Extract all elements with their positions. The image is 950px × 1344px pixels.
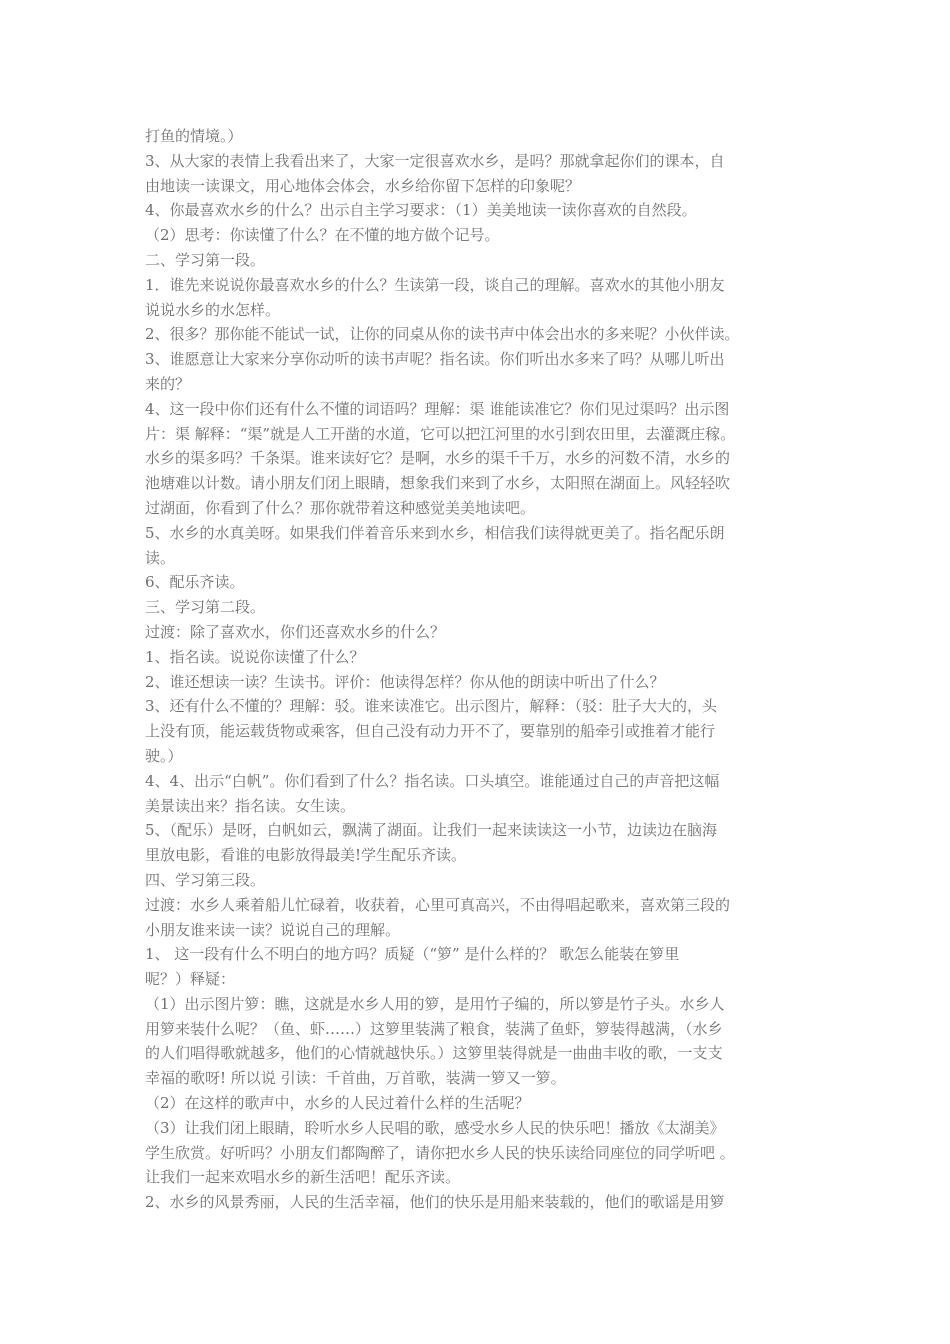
text-line: 的人们唱得歌就越多，他们的心情就越快乐。）这箩里装得就是一曲曲丰收的歌，一支支 (145, 1044, 723, 1063)
text-line: 用箩来装什么呢？（鱼、虾……）这箩里装满了粮食，装满了鱼虾，箩装得越满，（水乡 (145, 1019, 723, 1038)
text-line: 说说水乡的水怎样。 (145, 300, 281, 319)
text-line: 读。 (145, 548, 176, 567)
text-line: （2）思考：你读懂了什么？在不懂的地方做个记号。 (145, 226, 500, 245)
text-line: （3）让我们闭上眼睛，聆听水乡人民唱的歌，感受水乡人民的快乐吧！播放《太湖美》 (145, 1118, 725, 1137)
text-line: 过湖面，你看到了什么？那你就带着这种感觉美美地读吧。 (145, 498, 536, 517)
text-line: 里放电影，看谁的电影放得最美!学生配乐齐读。 (145, 846, 467, 865)
text-line: （1）出示图片箩：瞧，这就是水乡人用的箩，是用竹子编的，所以箩是竹子头。水乡人 (145, 994, 725, 1013)
text-line: 由地读一读课文，用心地体会体会，水乡给你留下怎样的印象呢？ (145, 176, 581, 195)
text-line: 2、水乡的风景秀丽，人民的生活幸福，他们的快乐是用船来装载的，他们的歌谣是用箩 (145, 1193, 725, 1212)
text-line: 水乡的渠多吗？千条渠。谁来读好它？是啊，水乡的渠千千万，水乡的河数不清，水乡的 (145, 449, 731, 468)
text-line: 1．谁先来说说你最喜欢水乡的什么？生读第一段，谈自己的理解。喜欢水的其他小朋友 (145, 275, 725, 294)
text-line: 3、还有什么不懂的？理解：驳。谁来读准它。出示图片，解释：（驳：肚子大大的，头 (145, 697, 718, 716)
text-line: 3、从大家的表情上我看出来了，大家一定很喜欢水乡，是吗？那就拿起你们的课本，自 (145, 151, 725, 170)
text-line: 池塘难以计数。请小朋友们闭上眼睛，想象我们来到了水乡，太阳照在湖面上。风轻轻吹 (145, 474, 731, 493)
text-line: 1、 这一段有什么不明白的地方吗？质疑（“箩” 是什么样的？ 歌怎么能装在箩里 (145, 945, 680, 964)
text-line: 3、谁愿意让大家来分享你动听的读书声呢？指名读。你们听出水多来了吗？从哪儿听出 (145, 350, 725, 369)
text-line: （2）在这样的歌声中，水乡的人民过着什么样的生活呢？ (145, 1094, 530, 1113)
text-line: 2、谁还想读一读？生读书。评价：他读得怎样？你从他的朗读中听出了什么？ (145, 672, 665, 691)
text-line: 4、这一段中你们还有什么不懂的词语吗？理解：渠 谁能读准它？你们见过渠吗？出示图 (145, 399, 730, 418)
text-line: 过渡：除了喜欢水，你们还喜欢水乡的什么？ (145, 622, 446, 641)
text-line: 4、4、出示“白帆”。你们看到了什么？指名读。口头填空。谁能通过自己的声音把这幅 (145, 771, 720, 790)
text-line: 幸福的歌呀! 所以说 引读：千首曲，万首歌，装满一箩又一箩。 (145, 1069, 566, 1088)
text-line: 来的？ (145, 374, 191, 393)
text-line: 四、学习第三段。 (145, 870, 266, 889)
text-line: 5、水乡的水真美呀。如果我们伴着音乐来到水乡，相信我们读得就更美了。指名配乐朗 (145, 523, 725, 542)
text-line: 打鱼的情境。） (145, 127, 243, 145)
text-line: 过渡：水乡人乘着船儿忙碌着，收获着，心里可真高兴，不由得唱起歌来，喜欢第三段的 (145, 895, 731, 914)
text-line: 6、配乐齐读。 (145, 573, 245, 592)
text-line: 美景读出来？指名读。女生读。 (145, 796, 356, 815)
text-line: 1、指名读。说说你读懂了什么？ (145, 647, 365, 666)
text-line: 上没有顶，能运载货物或乘客，但自己没有动力开不了，要靠别的船牵引或推着才能行 (145, 722, 716, 741)
text-line: 4、你最喜欢水乡的什么？出示自主学习要求：（1）美美地读一读你喜欢的自然段。 (145, 201, 697, 220)
text-line: 让我们一起来欢唱水乡的新生活吧！配乐齐读。 (145, 1168, 461, 1187)
text-line: 小朋友谁来读一读？说说自己的理解。 (145, 920, 401, 939)
text-line: 片：渠 解释：“渠”就是人工开凿的水道，它可以把江河里的水引到农田里，去灌溉庄稼。 (145, 424, 736, 443)
text-line: 二、学习第一段。 (145, 250, 266, 269)
text-line: 5、（配乐）是呀，白帆如云，飘满了湖面。让我们一起来读读这一小节，边读边在脑海 (145, 821, 718, 840)
text-line: 2、很多？那你能不能试一试，让你的同桌从你的读书声中体会出水的多来呢？小伙伴读。 (145, 325, 740, 344)
document-page (145, 124, 835, 1215)
text-line: 驶。） (145, 746, 183, 765)
text-line: 学生欣赏。好听吗？小朋友们都陶醉了，请你把水乡人民的快乐读给同座位的同学听吧 。 (145, 1143, 735, 1162)
text-line: 三、学习第二段。 (145, 598, 266, 617)
text-line: 呢？）释疑： (145, 970, 236, 989)
